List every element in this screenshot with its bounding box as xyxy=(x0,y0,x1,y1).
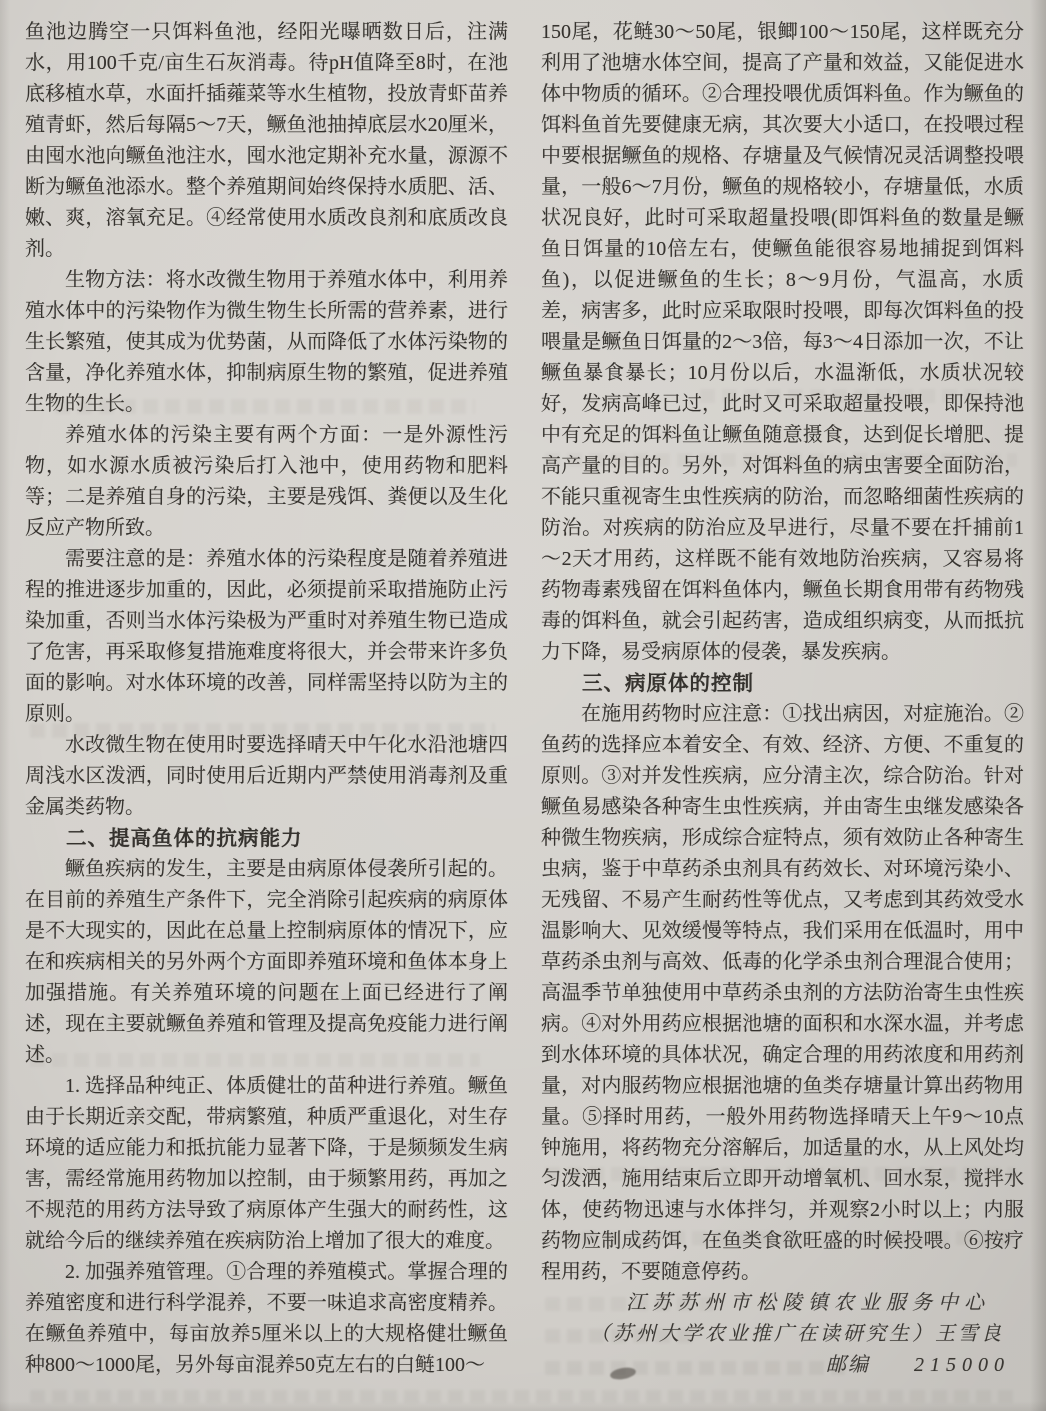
body-paragraph: 150尾，花鲢30～50尾，银鲫100～150尾，这样既充分利用了池塘水体空间，提高了产量和效益，又能促进水体中物质的循环。②合理投喂优质饵料鱼。作为鳜鱼的饵料鱼首先要健康无病，其次要大小适口，在投喂过程中要根据鳜鱼的规格、存塘量及气候情况灵活调整投喂量，一般6～7月份，鳜鱼的规格较小，存塘量低，水质状况良好，此时可采取超量投喂(即饵料鱼的数量是鳜鱼日饵量的10倍左右，使鳜鱼能很容易地捕捉到饵料鱼)，以促进鳜鱼的生长；8～9月份，气温高，水质差，病害多，此时应采取限时投喂，即每次饵料鱼的投喂量是鳜鱼日饵量的2～3倍，每3～4日添加一次，不让鳜鱼暴食暴长；10月份以后，水温渐低，水质状况较好，发病高峰已过，此时又可采取超量投喂，即保持池中有充足的饵料鱼让鳜鱼随意摄食，达到促长增肥、提高产量的目的。另外，对饵料鱼的病虫害要全面防治，不能只重视寄生虫性疾病的防治，而忽略细菌性疾病的防治。对疾病的防治应及早进行，尽量不要在扦捕前1～2天才用药，这样既不能有效地防治疾病，又容易将药物毒素残留在饵料鱼体内，鳜鱼长期食用带有药物残毒的饵料鱼，就会引起药害，造成组织病变，从而抵抗力下降，易受病原体的侵袭，暴发疾病。 xyxy=(541,21,1024,663)
page-bottom-edge-shadow xyxy=(0,1401,1046,1411)
body-paragraph: 水改微生物在使用时要选择晴天中午化水沿池塘四周浅水区泼洒，同时使用后近期内严禁使用消毒剂及重金属类药物。 xyxy=(25,734,508,818)
body-paragraph: 1. 选择品种纯正、体质健壮的苗种进行养殖。鳜鱼由于长期近亲交配，带病繁殖，种质严重退化，对生存环境的适应能力和抵抗能力显著下降，于是频频发生病害，需经常施用药物加以控制，由于频繁用药，再加之不规范的用药方法导致了病原体产生强大的耐药性，这就给今后的继续养殖在疾病防治上增加了很大的难度。 xyxy=(25,1075,508,1252)
signature-line: （苏州大学农业推广在读研究生）王雪良 xyxy=(590,1323,1004,1345)
page-left-edge-shadow xyxy=(0,0,10,1411)
body-paragraph: 需要注意的是：养殖水体的污染程度是随着养殖进程的推进逐步加重的，因此，必须提前采取措施防止污染加重，否则当水体污染极为严重时对养殖生物已造成了危害，再采取修复措施难度将很大，并会带来许多负面的影响。对水体环境的改善，同样需坚持以防为主的原则。 xyxy=(25,548,508,725)
postcode-label: 邮编 xyxy=(826,1354,870,1376)
body-paragraph: 鳜鱼疾病的发生，主要是由病原体侵袭所引起的。在目前的养殖生产条件下，完全消除引起疾病的病原体是不大现实的，因此在总量上控制病原体的情况下，应在和疾病相关的另外两个方面即养殖环境和鱼体本身上加强措施。有关养殖环境的问题在上面已经进行了阐述，现在主要就鳜鱼养殖和管理及提高免疫能力进行阐述。 xyxy=(25,858,508,1066)
page-right-edge-shadow xyxy=(1030,0,1046,1411)
bleedthrough-mark xyxy=(30,1390,1015,1403)
body-paragraph: 鱼池边腾空一只饵料鱼池，经阳光曝晒数日后，注满水，用100千克/亩生石灰消毒。待pH值降至8时，在池底移植水草，水面扦插蕹菜等水生植物，投放青虾苗养殖青虾，然后每隔5～7天，鳜鱼池抽掉底层水20厘米，由囤水池向鳜鱼池注水，囤水池定期补充水量，源源不断为鳜鱼池添水。整个养殖期间始终保持水质肥、活、嫩、爽，溶氧充足。④经常使用水质改良剂和底质改良剂。 xyxy=(25,21,508,260)
body-paragraph: 生物方法：将水改微生物用于养殖水体中，利用养殖水体中的污染物作为微生物生长所需的营养素，进行生长繁殖，使其成为优势菌，从而降低了水体污染物的含量，净化养殖水体，抑制病原生物的繁殖，促进养殖生物的生长。 xyxy=(25,269,508,415)
body-paragraph: 在施用药物时应注意：①找出病因，对症施治。②鱼药的选择应本着安全、有效、经济、方便、不重复的原则。③对并发性疾病，应分清主次，综合防治。针对鳜鱼易感染各种寄生虫性疾病，并由寄生虫继发感染各种微生物疾病，形成综合症特点，须有效防止各种寄生虫病，鉴于中草药杀虫剂具有药效长、对环境污染小、无残留、不易产生耐药性等优点，又考虑到其药效受水温影响大、见效缓慢等特点，我们采用在低温时，用中草药杀虫剂与高效、低毒的化学杀虫剂合理混合使用；高温季节单独使用中草药杀虫剂的方法防治寄生虫性疾病。④对外用药应根据池塘的面积和水深水温，并考虑到水体环境的具体状况，确定合理的用药浓度和用药剂量，对内服药物应根据池塘的鱼类存塘量计算出药物用量。⑤择时用药，一般外用药物选择晴天上午9～10点钟施用，将药物充分溶解后，加适量的水，从上风处均匀泼洒，施用结束后立即开动增氧机、回水泵，搅拌水体，使药物迅速与水体拌匀，并观察2小时以上；内服药物应制成药饵，在鱼类食欲旺盛的时候投喂。⑥按疗程用药，不要随意停药。 xyxy=(541,703,1024,1283)
section-heading: 三、病原体的控制 xyxy=(582,672,754,695)
section-heading: 二、提高鱼体的抗病能力 xyxy=(66,827,303,850)
left-text-column xyxy=(25,17,508,1381)
postcode-value: 215000 xyxy=(914,1354,1010,1376)
right-text-column xyxy=(541,17,1024,1381)
signature-line: 江苏苏州市松陵镇农业服务中心 xyxy=(626,1292,990,1314)
body-paragraph: 养殖水体的污染主要有两个方面：一是外源性污物，如水源水质被污染后打入池中，使用药物和肥料等；二是养殖自身的污染，主要是残饵、粪便以及生化反应产物所致。 xyxy=(25,424,508,539)
postcode-line xyxy=(541,1350,1024,1381)
body-paragraph: 2. 加强养殖管理。①合理的养殖模式。掌握合理的养殖密度和进行科学混养，不要一味追求高密度精养。在鳜鱼养殖中，每亩放养5厘米以上的大规格健壮鳜鱼种800～1000尾，另外每亩混养50克左右的白鲢100～ xyxy=(25,1261,508,1376)
